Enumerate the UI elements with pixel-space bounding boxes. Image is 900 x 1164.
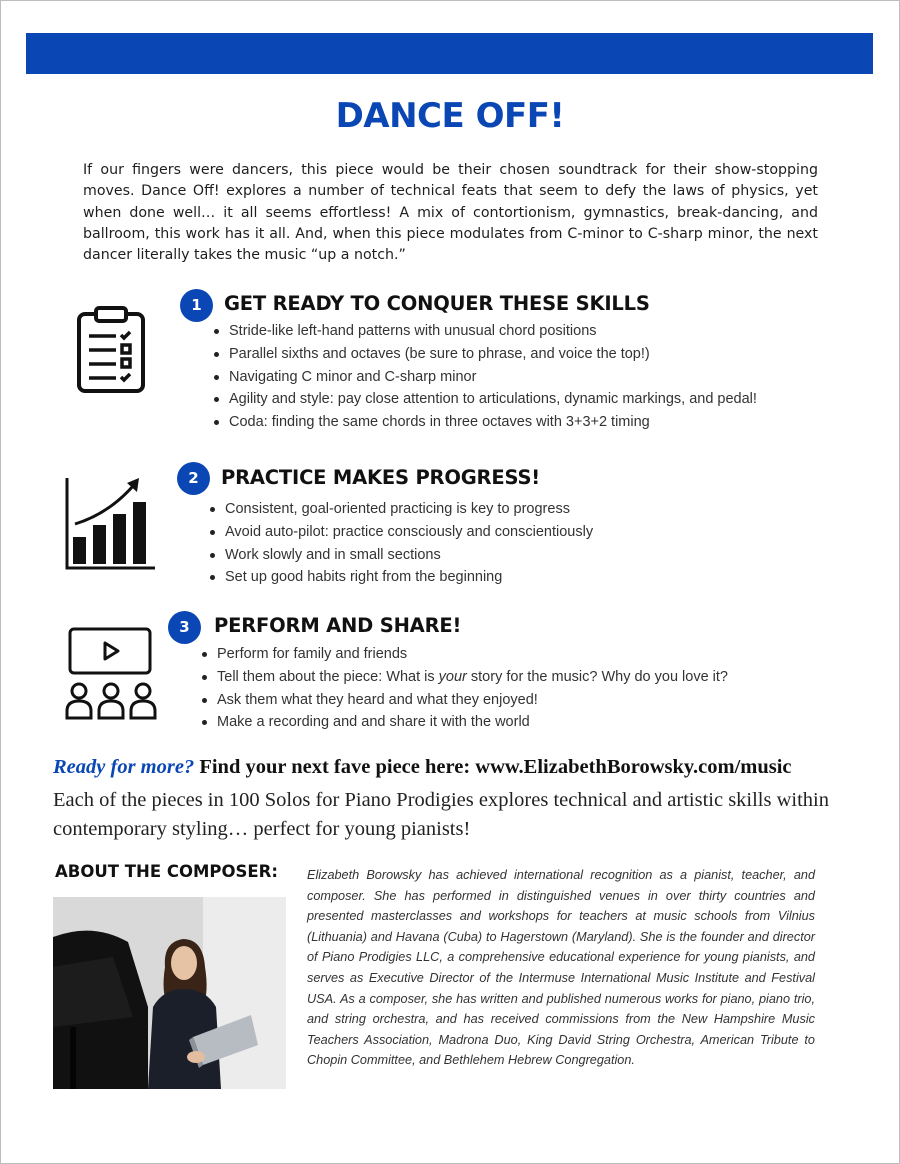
list-item-text: story for the music? Why do you love it?: [466, 668, 728, 685]
list-item-text: Tell them about the piece: What is: [217, 668, 439, 685]
intro-paragraph: If our fingers were dancers, this piece would be their chosen soundtrack for their show-stopping moves. Dance Off! explores a number of technical feats that seem to defy the laws of physics, yet when done well… it all seems effortless! A mix of contortionism, gymnastics, break-dancing, and ballroom, this work has it all. And, when this piece modulates from C-minor to C-sharp minor, the next dancer literally takes the music “up a notch.”: [83, 162, 818, 264]
composer-photo: [53, 897, 286, 1089]
list-item: Navigating C minor and C-sharp minor: [212, 366, 757, 389]
about-composer-heading: ABOUT THE COMPOSER:: [55, 862, 278, 881]
list-item: Set up good habits right from the beginning: [208, 566, 593, 589]
header-bar: [26, 33, 873, 74]
section-heading-skills: GET READY TO CONQUER THESE SKILLS: [224, 292, 650, 315]
section-heading-practice: PRACTICE MAKES PROGRESS!: [221, 466, 540, 489]
video-audience-icon: [64, 627, 160, 721]
list-item-emphasis: your: [438, 668, 467, 685]
list-item: [200, 666, 728, 689]
list-item: Perform for family and friends: [200, 643, 728, 666]
page-title: DANCE OFF!: [335, 96, 565, 136]
step-number-3: 3: [168, 611, 201, 644]
list-item: Make a recording and and share it with the world: [200, 711, 728, 734]
list-item: Ask them what they heard and what they enjoyed!: [200, 689, 728, 712]
list-item: Work slowly and in small sections: [208, 544, 593, 567]
list-item: Avoid auto-pilot: practice consciously and conscientiously: [208, 521, 593, 544]
list-item: Coda: finding the same chords in three octaves with 3+3+2 timing: [212, 411, 757, 434]
checklist-clipboard-icon: [76, 306, 146, 394]
step-number-1: 1: [180, 289, 213, 322]
list-item: Parallel sixths and octaves (be sure to phrase, and voice the top!): [212, 343, 757, 366]
website-link-text[interactable]: Find your next fave piece here: www.ElizabethBorowsky.com/music: [194, 756, 792, 778]
list-item: Stride-like left-hand patterns with unusual chord positions: [212, 320, 757, 343]
growth-chart-icon: [63, 474, 157, 572]
collection-description: Each of the pieces in 100 Solos for Piano Prodigies explores technical and artistic skills within contemporary styling… perfect for young pianists!: [53, 789, 829, 840]
practice-list: [208, 498, 593, 589]
ready-for-more-line: [53, 756, 853, 779]
section-heading-perform: PERFORM AND SHARE!: [214, 614, 462, 637]
composer-photo-illustration: [53, 897, 286, 1089]
list-item: Agility and style: pay close attention to articulations, dynamic markings, and pedal!: [212, 388, 757, 411]
composer-bio: Elizabeth Borowsky has achieved international recognition as a pianist, teacher, and composer. She has performed in distinguished venues in over thirty countries and presented masterclasses and workshops for teachers at music schools from Vilnius (Lithuania) and Havana (Cuba) to Hagerstown (Maryland). She is the founder and director of Piano Prodigies LLC, a comprehensive educational experience for young pianists, and serves as Executive Director of the Intermuse International Music Institute and Festival USA. As a composer, she has written and published numerous works for piano, piano trio, and string orchestra, and has received commissions from the New Hampshire Music Teachers Association, Madrona Duo, King David String Orchestra, American Tribute to Chopin Committee, and Bethlehem Hebrew Congregation.: [307, 868, 815, 1068]
perform-list: [200, 643, 728, 734]
ready-for-more-question: Ready for more?: [53, 756, 195, 778]
list-item: Consistent, goal-oriented practicing is key to progress: [208, 498, 593, 521]
skills-list: [212, 320, 757, 434]
step-number-2: 2: [177, 462, 210, 495]
